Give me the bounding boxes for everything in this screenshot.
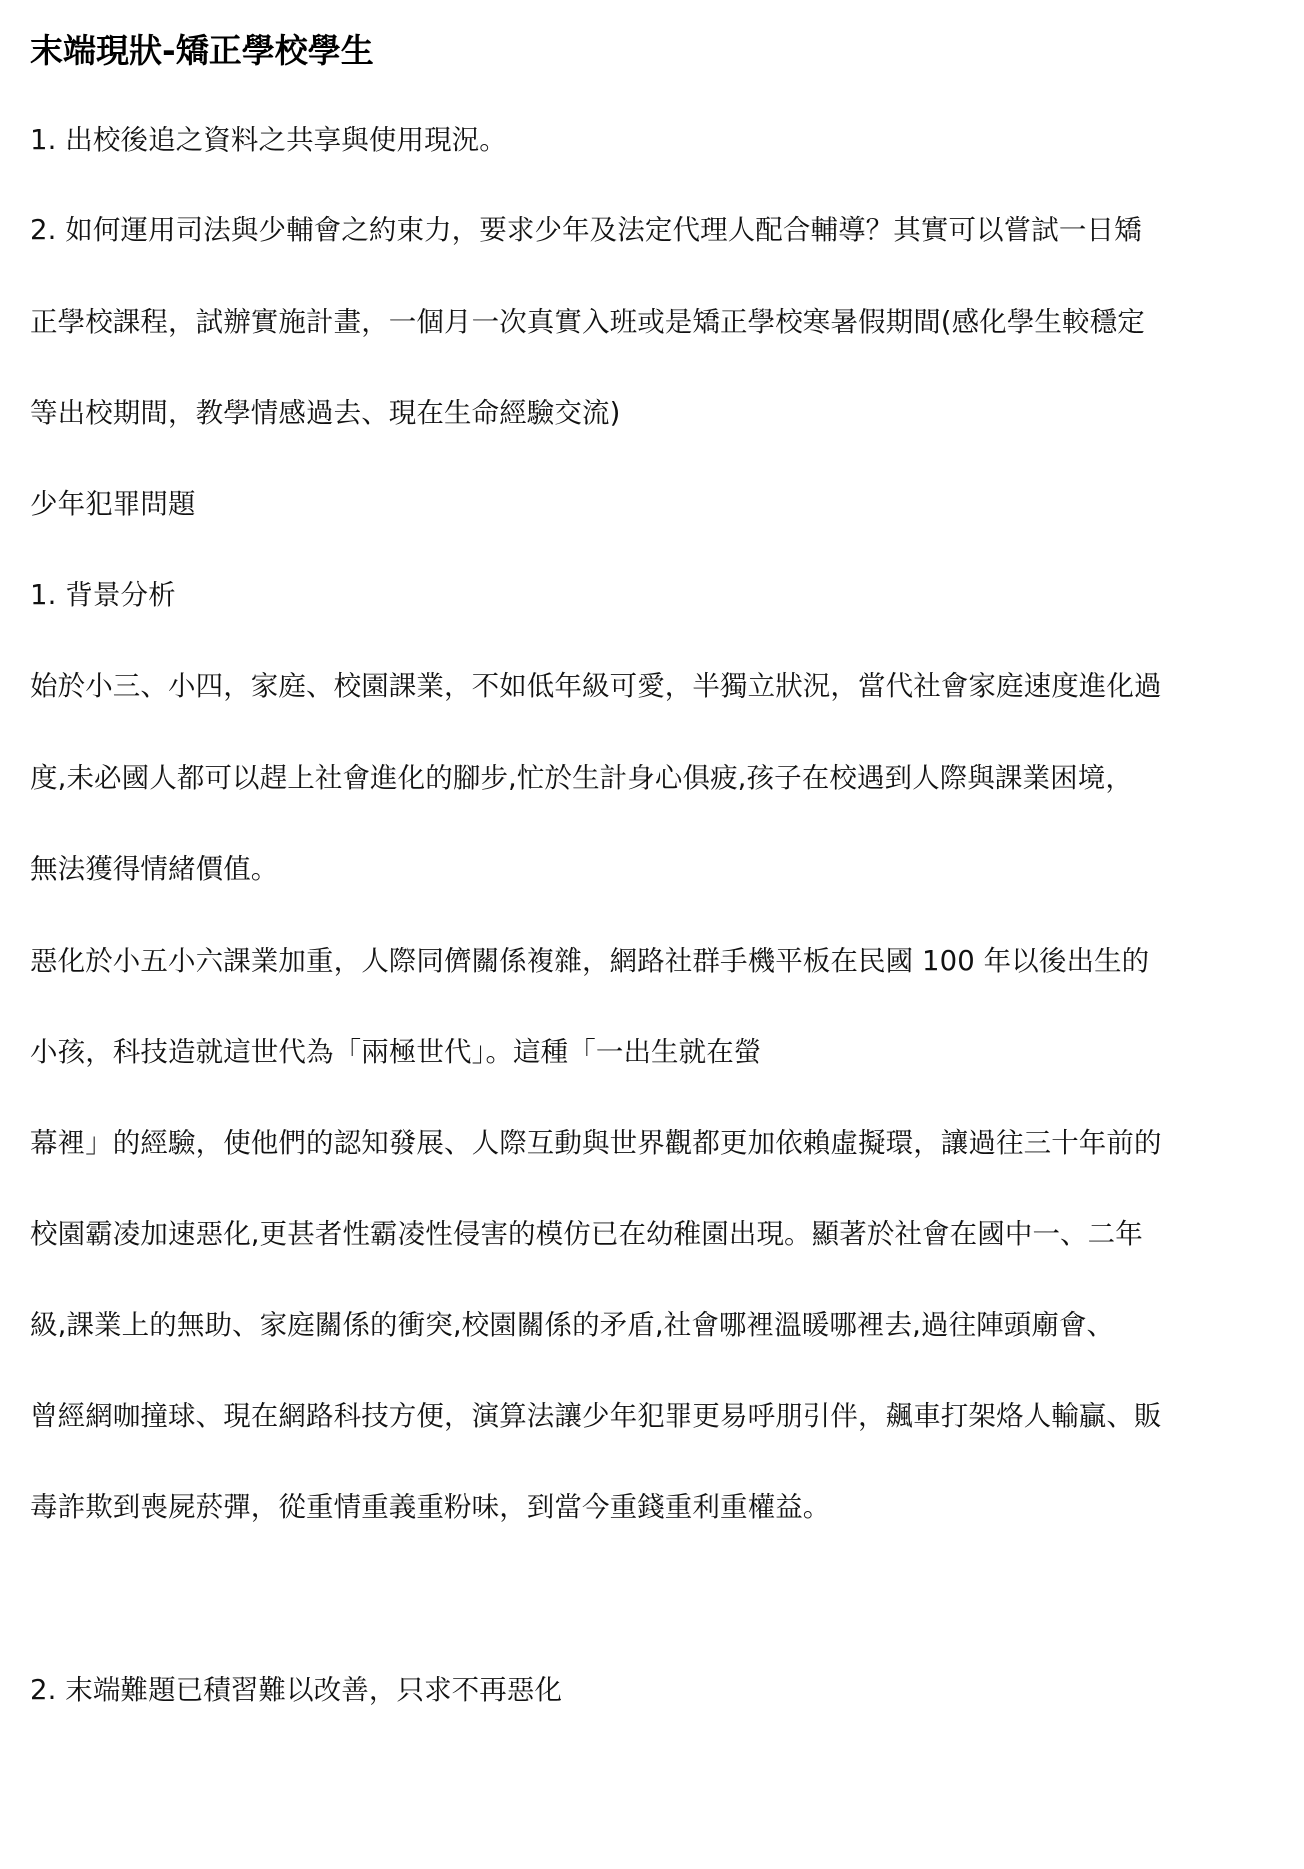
paragraph-line: 校園霸凌加速惡化,更甚者性霸凌性侵害的模仿已在幼稚園出現。顯著於社會在國中一、二年	[30, 1218, 1143, 1250]
paragraph-line: 1. 出校後追之資料之共享與使用現況。	[30, 124, 507, 156]
paragraph-line: 2. 如何運用司法與少輔會之約束力，要求少年及法定代理人配合輔導？其實可以嘗試一日矯	[30, 214, 1142, 246]
paragraph-line: 度,未必國人都可以趕上社會進化的腳步,忙於生計身心俱疲,孩子在校遇到人際與課業困境，	[30, 762, 1133, 794]
paragraph-line: 曾經網咖撞球、現在網路科技方便，演算法讓少年犯罪更易呼朋引伴，飆車打架烙人輸贏、販	[30, 1400, 1162, 1432]
paragraph-line: 幕裡」的經驗，使他們的認知發展、人際互動與世界觀都更加依賴虛擬環，讓過往三十年前的	[30, 1127, 1162, 1159]
paragraph-line: 惡化於小五小六課業加重，人際同儕關係複雜，網路社群手機平板在民國 100 年以後出生的	[30, 945, 1150, 977]
paragraph-line: 無法獲得情緒價值。	[30, 853, 279, 885]
paragraph-line: 1. 背景分析	[30, 579, 176, 611]
paragraph-line: 毒詐欺到喪屍菸彈，從重情重義重粉味，到當今重錢重利重權益。	[30, 1491, 831, 1523]
section-heading: 少年犯罪問題	[30, 488, 196, 520]
paragraph-line: 正學校課程，試辦實施計畫，一個月一次真實入班或是矯正學校寒暑假期間(感化學生較穩定	[30, 306, 1145, 338]
paragraph-line: 2. 末端難題已積習難以改善，只求不再惡化	[30, 1674, 563, 1706]
paragraph-line: 級,課業上的無助、家庭關係的衝突,校園關係的矛盾,社會哪裡溫暖哪裡去,過往陣頭廟會、	[30, 1309, 1115, 1341]
document-title: 末端現狀-矯正學校學生	[30, 31, 374, 70]
paragraph-line: 始於小三、小四，家庭、校園課業，不如低年級可愛，半獨立狀況，當代社會家庭速度進化過	[30, 670, 1162, 702]
paragraph-line: 小孩，科技造就這世代為「兩極世代」。這種「一出生就在螢	[30, 1036, 762, 1068]
paragraph-line: 等出校期間，教學情感過去、現在生命經驗交流)	[30, 397, 621, 429]
